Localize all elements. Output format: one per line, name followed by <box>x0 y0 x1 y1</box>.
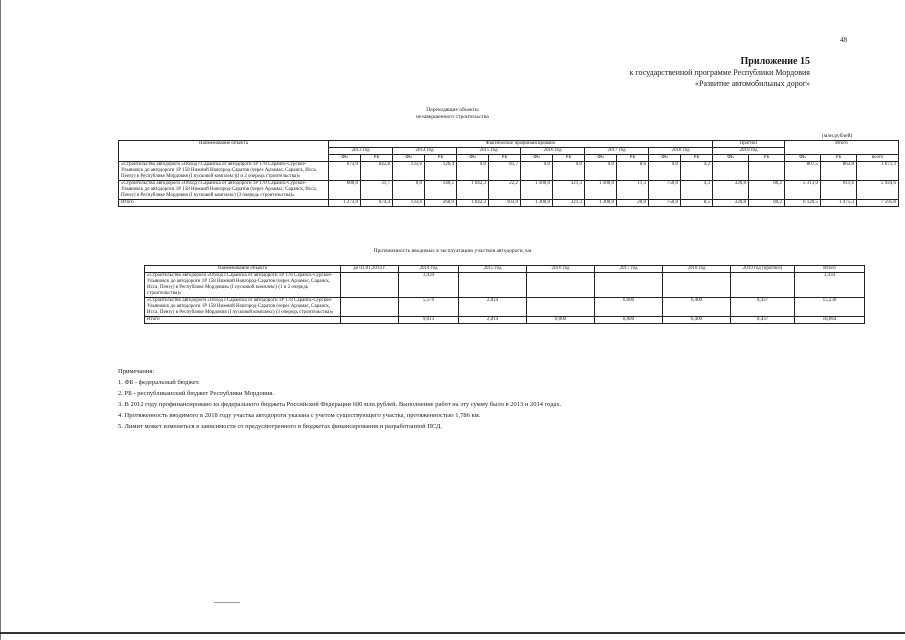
table-total-row <box>119 200 899 207</box>
table2-head-cell: 2015 год <box>459 266 527 273</box>
table1-year: 2018 год <box>649 148 713 155</box>
table-cell <box>341 317 399 324</box>
table1-year: 2019 год <box>713 148 785 155</box>
table-cell: 320,8 <box>713 181 749 200</box>
table-cell: 807,5 <box>785 162 821 181</box>
notes-title: Примечания: <box>118 368 155 375</box>
table2-caption: Протяженность вводимых в эксплуатацию участков автодороги, км <box>373 248 532 254</box>
table1-head-rb: РБ <box>425 155 457 162</box>
table-cell: 0,0 <box>649 162 681 181</box>
table-row <box>119 181 899 200</box>
table1-head-fb: ФБ <box>649 155 681 162</box>
table-cell: 0,0 <box>393 181 425 200</box>
table-cell: 1 671,3 <box>857 162 899 181</box>
table-cell <box>459 273 527 298</box>
table-cell: 103,9 <box>489 200 521 207</box>
object-name: «Строительство автодороги «Обход г.Саранска от автодороги 1Р 178 Саранск-Сурское-Ульяновск до автодороги 1Р 158 Нижний Новгород-Саратов (через Арзамас, Саранск, Исса, Пензу) в Республике Мордовия (I пусковой комплекс) (3 очередь строительства)» <box>119 181 329 200</box>
table1-caption-line-1: Переходящие объекты <box>426 107 479 113</box>
note-item: 3. В 2012 году профинансировано из федерального бюджета Российской Федерации 600 млн.рублей. Выполнение работ на эту сумму было в 2013 и 2014 годах. <box>118 401 562 408</box>
object-name: «Строительство автодороги «Обход г.Саранска от автодороги 1Р 178 Саранск-Сурское-Ульяновск до автодороги 1Р 158 Нижний Новгород-Саратов (через Арзамас, Саранск, Исса, Пензу) в Республике Мордовия (I пусковой комплекс) (3 очередь строительства)» <box>145 298 341 317</box>
financing-table <box>118 140 899 207</box>
table-cell <box>341 273 399 298</box>
table-cell: 20,0 <box>617 200 649 207</box>
object-name: «Строительство автодороги «Обход г.Саранска от автодороги 1Р 178 Саранск-Сурское-Ульяновск до автодороги 1Р 158 Нижний Новгород-Саратов (через Арзамас, Саранск, Исса, Пензу) в Республике Мордовия (I пусковой комплекс)(I и 2 очередь строительства)» <box>119 162 329 181</box>
appendix-header <box>630 56 810 89</box>
table-cell: 1 300,0 <box>521 200 553 207</box>
table2-head-cell: 2019 год (прогноз) <box>731 266 795 273</box>
table-cell: 8,6 <box>617 162 649 181</box>
table-cell: 15,230 <box>795 298 865 317</box>
table-cell: 642,8 <box>361 162 393 181</box>
table-cell: 1 300,0 <box>585 200 617 207</box>
table-cell: 80,2 <box>749 200 785 207</box>
table-cell: 320,8 <box>713 200 749 207</box>
table-cell: 4,2 <box>681 162 713 181</box>
table2-head-cell: 2018 год <box>663 266 731 273</box>
appendix-title: Приложение 15 <box>740 56 810 67</box>
table2-head-row <box>145 266 865 273</box>
table-cell: 1 273,9 <box>329 200 361 207</box>
table1-head-rb: РБ <box>489 155 521 162</box>
table-cell: 4,3 <box>681 181 713 200</box>
table-cell: 6,400 <box>663 298 731 317</box>
table-cell: 3,434 <box>795 273 865 298</box>
table-cell <box>713 162 749 181</box>
table1-unit: (млн.рублей) <box>822 133 853 139</box>
table2-head-cell: Наименование объекта <box>145 266 341 273</box>
notes <box>118 366 561 432</box>
table-cell: 8,5 <box>681 200 713 207</box>
table-cell <box>341 298 399 317</box>
table1-year: 2016 год <box>521 148 585 155</box>
table-cell: 2,814 <box>459 317 527 324</box>
table1-head-fb: ФБ <box>713 155 749 162</box>
table-cell: 0,0 <box>553 162 585 181</box>
total-label: Итого <box>119 200 329 207</box>
table-cell: 321,3 <box>553 181 585 200</box>
table-cell: 750,0 <box>649 200 681 207</box>
table-cell: 3,434 <box>399 273 459 298</box>
table-cell: 11,3 <box>617 181 649 200</box>
table-cell: 611,6 <box>821 181 857 200</box>
table-cell: 6,400 <box>663 317 731 324</box>
table-cell: 133,6 <box>393 200 425 207</box>
table2-head-cell: 2017 год <box>595 266 663 273</box>
table1-head-fb: ФБ <box>393 155 425 162</box>
table-cell: 0,437 <box>731 317 795 324</box>
length-table <box>144 265 865 324</box>
table-cell: 1 300,0 <box>585 181 617 200</box>
table1-head-fb: ФБ <box>521 155 553 162</box>
table1-head-rb: РБ <box>681 155 713 162</box>
table-cell: 1 042,3 <box>457 181 489 200</box>
table-cell: 321,3 <box>553 200 585 207</box>
table2-head-cell: Итого <box>795 266 865 273</box>
table-cell: 0,437 <box>731 298 795 317</box>
table1-head-actual: Фактическое профинансировано <box>329 141 713 148</box>
notes-list <box>118 377 561 432</box>
table1-year: 2017 год <box>585 148 649 155</box>
scan-mark <box>214 602 240 603</box>
table-cell: 5 313,0 <box>785 181 821 200</box>
table-total-row <box>145 317 865 324</box>
table-cell: 22,2 <box>489 181 521 200</box>
table1-year: 2014 год <box>393 148 457 155</box>
note-item: 1. ФБ - федеральный бюджет. <box>118 379 200 386</box>
table1-caption-line-2: незавершенного строительства <box>416 114 489 120</box>
table-cell: 6 120,5 <box>785 200 821 207</box>
note-item: 4. Протяженность вводимого в 2018 году участка автодороги указана с учетом существующего участка, протяженностью 1,786 км. <box>118 412 481 419</box>
table1-head-total: Итого <box>785 141 899 155</box>
page-number: 48 <box>840 36 847 44</box>
table-cell: 9,013 <box>399 317 459 324</box>
table-cell <box>595 273 663 298</box>
table-cell <box>749 162 785 181</box>
table-cell: 0,000 <box>595 317 663 324</box>
note-item: 5. Лимит может изменяться в зависимости от предусмотренного в бюджетах финансирования и разработанной ПСД. <box>118 423 442 430</box>
table1-head-fb: ФБ <box>457 155 489 162</box>
appendix-line-2: к государственной программе Республики Мордовия <box>629 68 810 77</box>
table-cell: 18,664 <box>795 317 865 324</box>
table1-head-fb: ФБ <box>329 155 361 162</box>
table-cell: 674,4 <box>361 200 393 207</box>
object-name: «Строительство автодороги «Обход г.Саранска от автодороги 1Р 178 Саранск-Сурское-Ульяновск до автодороги 1Р 158 Нижний Новгород-Саратов (через Арзамас, Саранск, Исса, Пензу) в Республике Мордовия» (I пусковой комплекс) (1 и 2 очередь строительства)» <box>145 273 341 298</box>
table2-head-cell: до 01.01.2014 г. <box>341 266 399 273</box>
table-cell: 140,5 <box>425 181 457 200</box>
table-cell: 0,0 <box>457 162 489 181</box>
table-cell: 5,579 <box>399 298 459 317</box>
total-label: Итого <box>145 317 341 324</box>
table1-year: 2013 год <box>329 148 393 155</box>
table-cell: 0,0 <box>585 162 617 181</box>
table1-head-fb: ФБ <box>785 155 821 162</box>
table1-head-rb: РБ <box>749 155 785 162</box>
table-cell: 0,000 <box>595 298 663 317</box>
table-cell: 600,0 <box>329 181 361 200</box>
table-cell <box>527 298 595 317</box>
table-cell: 1 042,3 <box>457 200 489 207</box>
table1-head-row-1 <box>119 141 899 148</box>
table-row <box>145 273 865 298</box>
table-cell: 863,8 <box>821 162 857 181</box>
table-cell <box>527 273 595 298</box>
table1-head-rb: РБ <box>617 155 649 162</box>
table-cell <box>731 273 795 298</box>
table-cell: 673,9 <box>329 162 361 181</box>
table-cell: 266,9 <box>425 200 457 207</box>
table-cell: 7 595,8 <box>857 200 899 207</box>
table-cell <box>663 273 731 298</box>
table-cell: 1 300,0 <box>521 181 553 200</box>
table-cell: 2,814 <box>459 298 527 317</box>
bottom-border <box>0 632 905 634</box>
appendix-line-3: «Развитие автомобильных дорог» <box>695 79 810 88</box>
table1-head-rb: РБ <box>821 155 857 162</box>
table1-head-name: Наименование объекта <box>119 141 329 162</box>
table-row <box>145 298 865 317</box>
table-cell: 31,7 <box>361 181 393 200</box>
table1-caption <box>0 107 905 121</box>
table-cell: 126,4 <box>425 162 457 181</box>
table-cell: 5 924,6 <box>857 181 899 200</box>
table2-head-cell: 2014 год <box>399 266 459 273</box>
table1-year: 2015 год <box>457 148 521 155</box>
table-cell: 1 475,3 <box>821 200 857 207</box>
table-cell: 133,6 <box>393 162 425 181</box>
scan-edge <box>0 0 1 640</box>
table1-head-all: всего <box>857 155 899 162</box>
note-item: 2. РБ - республиканский бюджет Республики Мордовия. <box>118 390 274 397</box>
table1-head-fb: ФБ <box>585 155 617 162</box>
table-cell: 81,7 <box>489 162 521 181</box>
table-cell: 750,0 <box>649 181 681 200</box>
table2-head-cell: 2016 год <box>527 266 595 273</box>
table1-head-rb: РБ <box>361 155 393 162</box>
table1-head-forecast: Прогноз <box>713 141 785 148</box>
table1-head-rb: РБ <box>553 155 585 162</box>
table-cell: 0,0 <box>521 162 553 181</box>
table-cell: 80,2 <box>749 181 785 200</box>
table-cell: 0,000 <box>527 317 595 324</box>
table-row <box>119 162 899 181</box>
